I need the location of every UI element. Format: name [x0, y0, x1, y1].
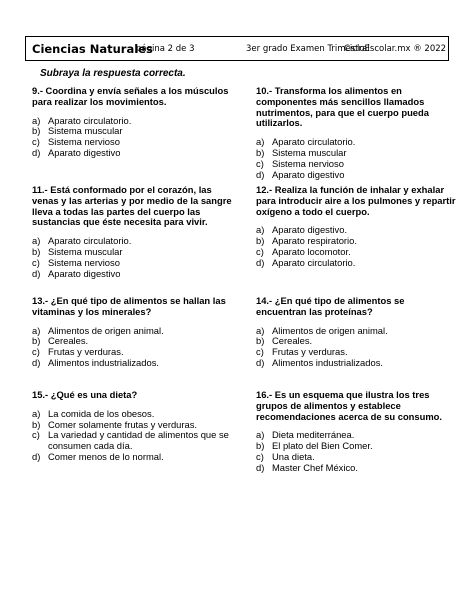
option-text: Alimentos industrializados. [272, 356, 383, 368]
option-text: Una dieta. [272, 450, 315, 462]
answer-option[interactable] [32, 452, 232, 463]
option-text: Comer menos de lo normal. [48, 450, 164, 462]
option-letter: d) [32, 450, 41, 462]
option-text: Dieta mediterránea. [272, 429, 355, 441]
page-header [25, 36, 449, 61]
question-text: 15.- ¿Qué es una dieta? [32, 389, 138, 400]
answer-option[interactable] [256, 170, 456, 181]
option-letter: c) [256, 245, 264, 257]
option-letter: a) [256, 136, 265, 148]
option-text: Alimentos de origen animal. [48, 324, 164, 336]
option-text: Sistema muscular [272, 146, 347, 158]
option-letter: b) [256, 335, 265, 347]
option-letter: a) [32, 407, 41, 419]
question-text: 9.- Coordina y envía señales a los músculos para realizar los movimientos. [32, 85, 229, 107]
answer-option[interactable] [256, 358, 456, 369]
question-text: 10.- Transforma los alimentos en componentes más sencillos llamados nutrimentos, para que el cuerpo pueda utilizarlos. [256, 85, 429, 129]
page-number: página 2 de 3 [136, 44, 195, 54]
subject-title: Ciencias Naturales [32, 42, 153, 56]
option-letter: a) [256, 429, 265, 441]
option-letter: c) [256, 346, 264, 358]
option-text: El plato del Bien Comer. [272, 440, 373, 452]
question-16 [256, 390, 456, 474]
option-text: Master Chef México. [272, 461, 358, 473]
option-text: Aparato respiratorio. [272, 235, 357, 247]
option-letter: b) [256, 235, 265, 247]
answer-option[interactable] [32, 148, 232, 159]
option-letter: d) [256, 168, 265, 180]
question-12 [256, 185, 456, 269]
option-text: Alimentos de origen animal. [272, 324, 388, 336]
option-text: La comida de los obesos. [48, 407, 155, 419]
question-text: 16.- Es un esquema que ilustra los tres grupos de alimentos y establece recomendaciones acerca de su consumo. [256, 389, 443, 422]
option-letter: d) [256, 256, 265, 268]
option-letter: c) [32, 346, 40, 358]
option-letter: d) [256, 356, 265, 368]
question-9 [32, 86, 232, 159]
question-14 [256, 296, 456, 369]
answer-option[interactable] [256, 463, 456, 474]
option-text: Aparato digestivo [272, 168, 345, 180]
answer-options [32, 236, 232, 279]
answer-options [256, 326, 456, 369]
answer-option[interactable] [32, 430, 232, 452]
option-text: Aparato circulatorio. [48, 235, 132, 247]
option-text: La variedad y cantidad de alimentos que se consumen cada día. [48, 429, 229, 452]
option-letter: d) [32, 146, 41, 158]
option-letter: a) [32, 324, 41, 336]
option-text: Sistema muscular [48, 245, 123, 257]
answer-option[interactable] [32, 358, 232, 369]
question-13 [32, 296, 232, 369]
question-11 [32, 185, 232, 279]
option-text: Frutas y verduras. [272, 346, 348, 358]
option-text: Sistema nervioso [48, 136, 120, 148]
option-letter: b) [32, 125, 41, 137]
option-letter: d) [32, 356, 41, 368]
option-text: Aparato digestivo [48, 146, 121, 158]
option-letter: b) [32, 245, 41, 257]
option-text: Comer solamente frutas y verduras. [48, 418, 198, 430]
option-text: Aparato circulatorio. [272, 136, 356, 148]
option-letter: a) [256, 324, 265, 336]
option-letter: b) [256, 440, 265, 452]
option-letter: b) [32, 335, 41, 347]
option-text: Sistema muscular [48, 125, 123, 137]
option-text: Cereales. [272, 335, 313, 347]
option-letter: c) [256, 157, 264, 169]
site-credit: CicloEscolar.mx ® 2022 [344, 44, 447, 54]
option-letter: b) [256, 146, 265, 158]
option-letter: b) [32, 418, 41, 430]
question-text: 11.- Está conformado por el corazón, las venas y las arterias y por medio de la sangre lleva a todas las partes del cuerpo las sustancias que éste necesita para vivir. [32, 184, 232, 228]
instruction: Subraya la respuesta correcta. [40, 68, 186, 79]
option-text: Frutas y verduras. [48, 346, 124, 358]
option-letter: c) [32, 256, 40, 268]
option-text: Aparato circulatorio. [48, 114, 132, 126]
option-text: Cereales. [48, 335, 89, 347]
question-text: 12.- Realiza la función de inhalar y exhalar para introducir aire a los pulmones y repartir oxígeno a todo el cuerpo. [256, 184, 456, 217]
answer-option[interactable] [32, 269, 232, 280]
question-10 [256, 86, 456, 180]
option-text: Aparato locomotor. [272, 245, 351, 257]
option-text: Aparato circulatorio. [272, 256, 356, 268]
option-text: Alimentos industrializados. [48, 356, 159, 368]
exam-title: 3er grado Examen Trimestral [246, 44, 370, 54]
option-letter: c) [32, 429, 40, 441]
option-letter: d) [32, 267, 41, 279]
option-text: Sistema nervioso [272, 157, 344, 169]
option-letter: d) [256, 461, 265, 473]
question-text: 13.- ¿En qué tipo de alimentos se hallan las vitaminas y los minerales? [32, 295, 226, 317]
answer-option[interactable] [256, 258, 456, 269]
option-text: Aparato digestivo. [272, 224, 348, 236]
option-text: Aparato digestivo [48, 267, 121, 279]
option-letter: a) [256, 224, 265, 236]
answer-options [32, 409, 232, 463]
question-text: 14.- ¿En qué tipo de alimentos se encuentran las proteínas? [256, 295, 405, 317]
answer-options [256, 137, 456, 180]
answer-options [32, 326, 232, 369]
option-letter: c) [256, 450, 264, 462]
answer-options [256, 225, 456, 268]
option-letter: a) [32, 114, 41, 126]
option-text: Sistema nervioso [48, 256, 120, 268]
answer-options [32, 116, 232, 159]
question-15 [32, 390, 232, 463]
option-letter: a) [32, 235, 41, 247]
option-letter: c) [32, 136, 40, 148]
answer-options [256, 430, 456, 473]
